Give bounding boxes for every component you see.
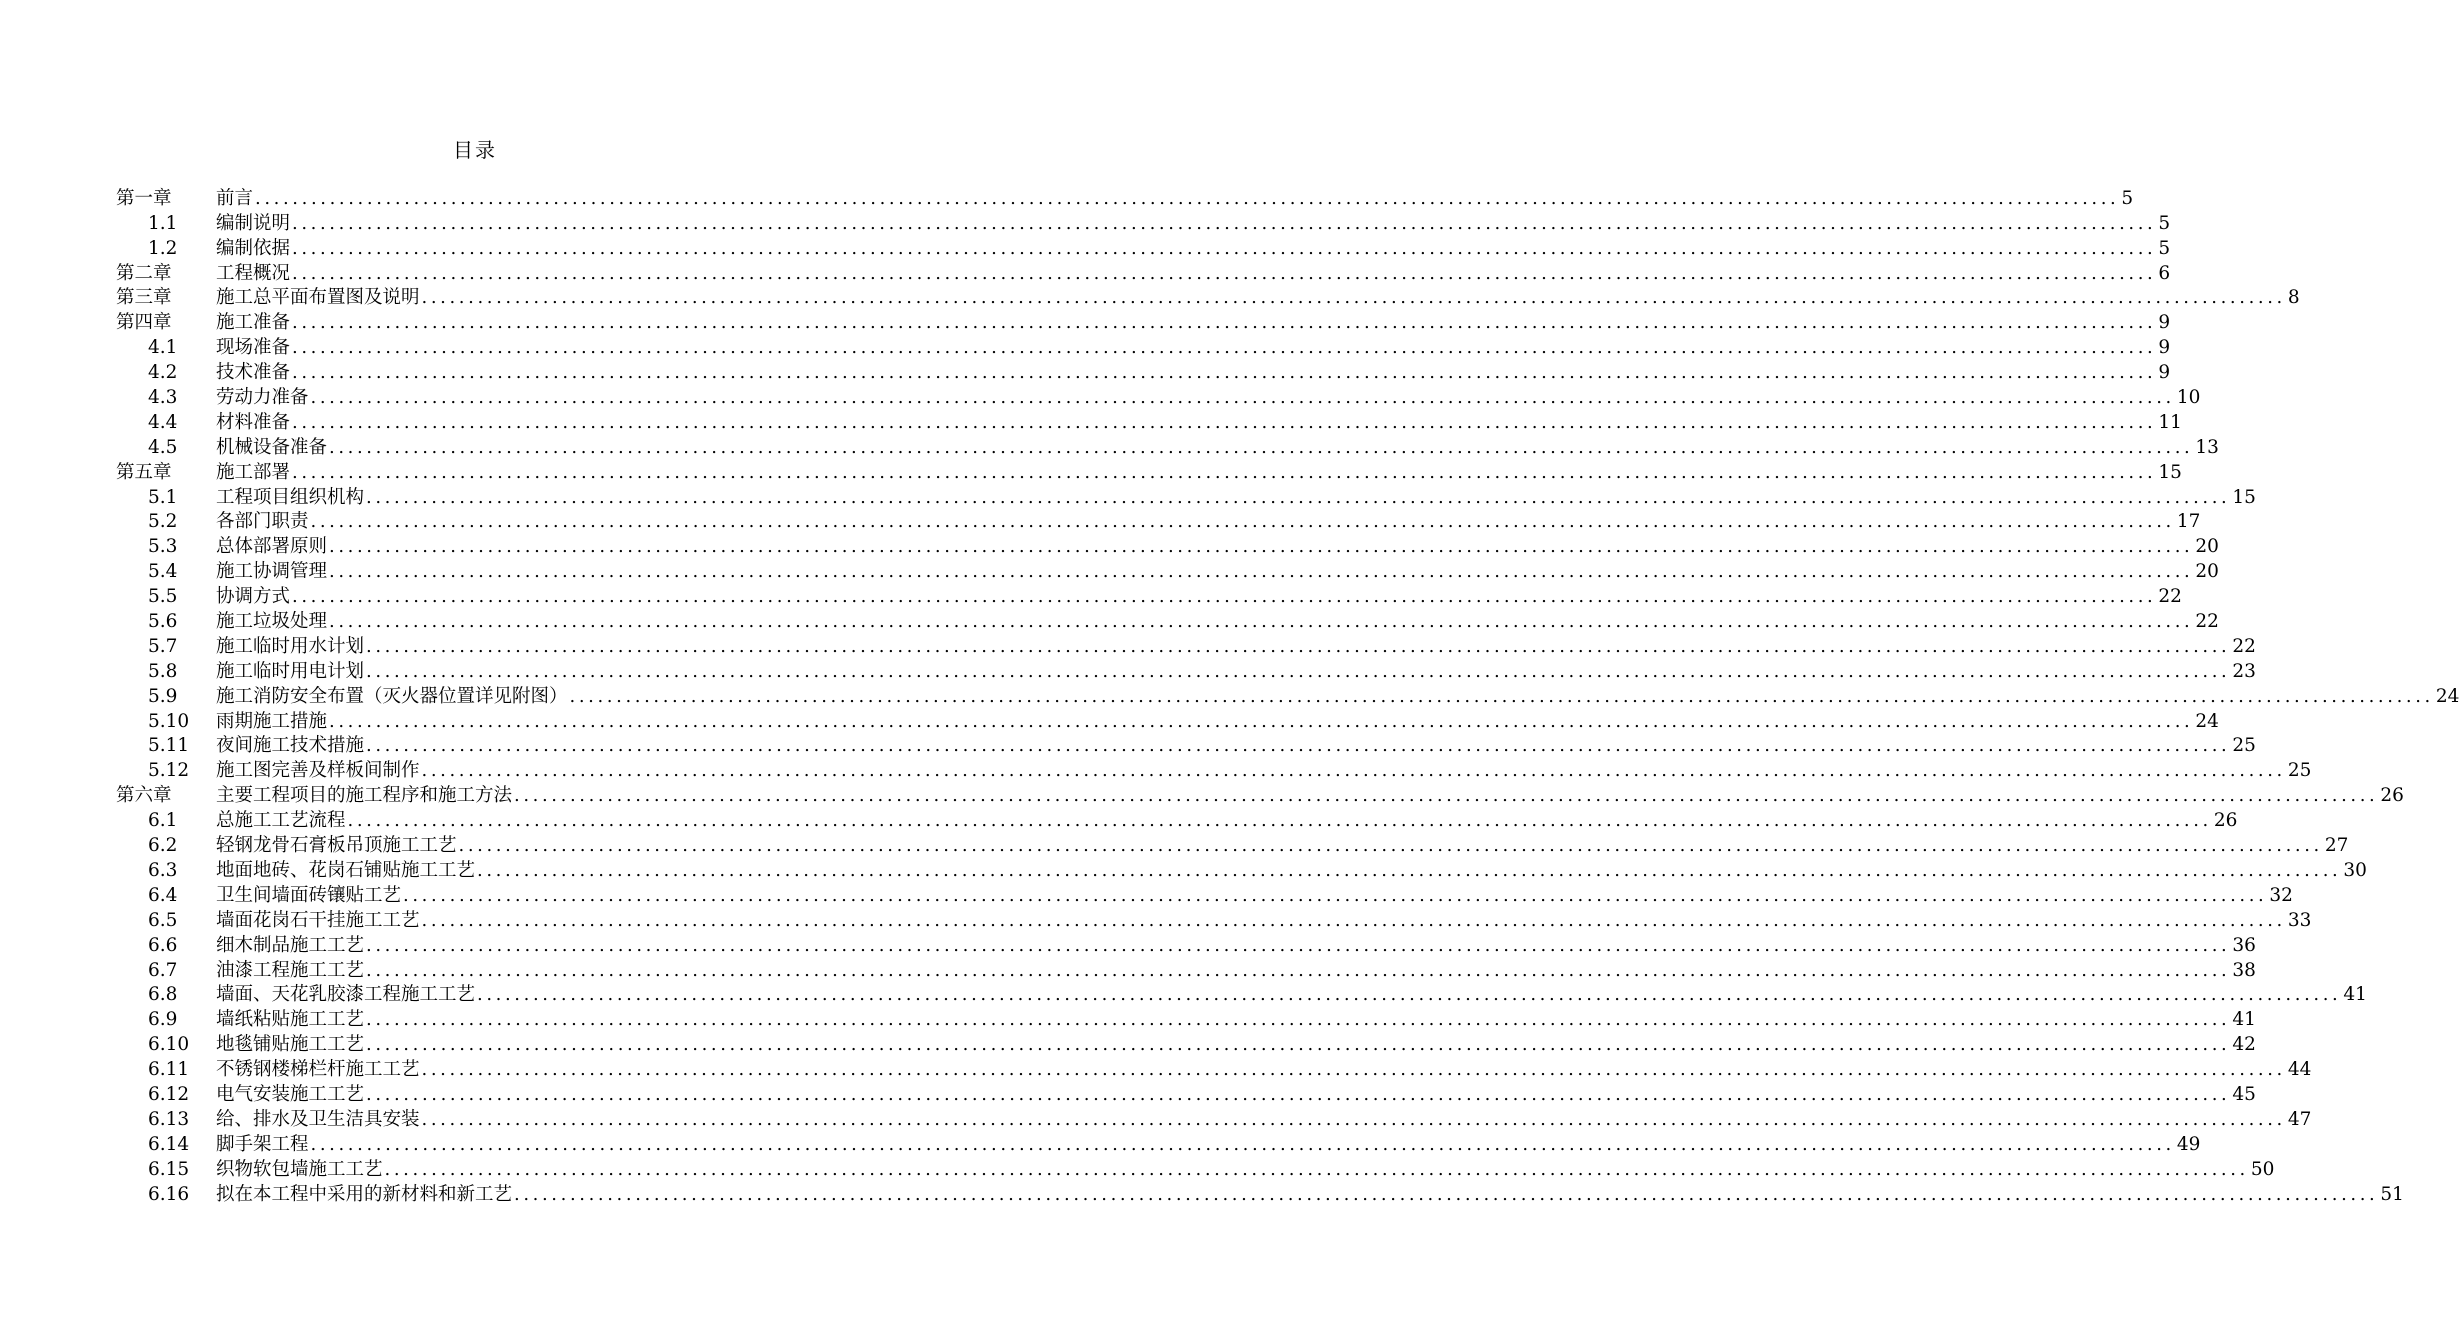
toc-dot-leader: ........................................................................................................................................................................................................: [366, 959, 2231, 981]
toc-entry[interactable]: [116, 609, 2219, 634]
toc-entry-number: 6.8: [148, 984, 178, 1006]
toc-entry[interactable]: [116, 1132, 2201, 1157]
toc-entry[interactable]: [116, 1107, 2312, 1132]
toc-entry-title: 编制依据: [216, 237, 291, 259]
toc-entry-title: 施工消防安全布置（灭火器位置详见附图）: [216, 685, 568, 707]
toc-entry-page: 6: [2158, 262, 2171, 284]
toc-entry-title: 轻钢龙骨石膏板吊顶施工工艺: [216, 835, 457, 857]
toc-entry-number: 5.3: [148, 536, 178, 558]
toc-entry-page: 41: [2232, 1009, 2256, 1031]
toc-entry-number: 5.6: [148, 611, 178, 633]
toc-dot-leader: ........................................................................................................................................................................................................: [292, 237, 2157, 259]
toc-entry[interactable]: [116, 460, 2182, 485]
toc-dot-leader: ........................................................................................................................................................................................................: [366, 1083, 2231, 1105]
toc-entry-title: 协调方式: [216, 586, 291, 608]
toc-entry-title: 现场准备: [216, 337, 291, 359]
toc-entry-number: 5.10: [148, 710, 190, 732]
toc-entry[interactable]: [116, 485, 2256, 510]
toc-entry-page: 22: [2158, 586, 2182, 608]
toc-entry[interactable]: [116, 1082, 2256, 1107]
toc-entry[interactable]: [116, 310, 2171, 335]
toc-entry-page: 51: [2380, 1183, 2404, 1205]
toc-entry-title: 织物软包墙施工工艺: [216, 1158, 383, 1180]
toc-entry-number: 6.1: [148, 810, 178, 832]
toc-entry-number: 5.11: [148, 735, 190, 757]
toc-dot-leader: ........................................................................................................................................................................................................: [310, 511, 2175, 533]
toc-entry-page: 9: [2158, 337, 2171, 359]
toc-entry[interactable]: [116, 808, 2238, 833]
toc-entry-number: 6.9: [148, 1009, 178, 1031]
toc-entry-number: 5.9: [148, 685, 178, 707]
toc-dot-leader: ........................................................................................................................................................................................................: [329, 536, 2194, 558]
toc-entry-number: 1.2: [148, 237, 178, 259]
toc-entry-page: 10: [2176, 387, 2201, 409]
toc-entry-page: 17: [2176, 511, 2201, 533]
toc-entry-page: 30: [2343, 859, 2367, 881]
toc-dot-leader: ........................................................................................................................................................................................................: [292, 212, 2157, 234]
toc-entry-page: 15: [2158, 461, 2182, 483]
toc-dot-leader: ........................................................................................................................................................................................................: [514, 1183, 2379, 1205]
toc-entry[interactable]: [116, 534, 2219, 559]
toc-entry-title: 墙纸粘贴施工工艺: [216, 1009, 365, 1031]
toc-entry[interactable]: [116, 435, 2219, 460]
toc-entry-title: 技术准备: [216, 362, 291, 384]
toc-entry-title: 施工准备: [216, 312, 291, 334]
toc-entry[interactable]: [116, 410, 2182, 435]
toc-entry[interactable]: [116, 709, 2219, 734]
toc-dot-leader: ........................................................................................................................................................................................................: [292, 262, 2157, 284]
toc-entry-title: 地毯铺贴施工工艺: [216, 1034, 365, 1056]
toc-entry-page: 45: [2232, 1083, 2256, 1105]
toc-entry-page: 33: [2287, 909, 2312, 931]
toc-entry[interactable]: [116, 684, 2459, 709]
toc-entry-page: 26: [2213, 810, 2238, 832]
toc-entry-number: 4.2: [148, 362, 178, 384]
toc-entry-number: 第二章: [116, 262, 172, 284]
toc-entry-title: 材料准备: [216, 411, 291, 433]
toc-entry-title: 地面地砖、花岗石铺贴施工工艺: [216, 859, 476, 881]
toc-entry-title: 油漆工程施工工艺: [216, 959, 365, 981]
toc-entry-number: 4.3: [148, 387, 178, 409]
toc-entry-number: 5.5: [148, 586, 178, 608]
toc-entry-number: 第六章: [116, 785, 172, 807]
toc-entry-page: 36: [2232, 934, 2256, 956]
toc-dot-leader: ........................................................................................................................................................................................................: [366, 635, 2231, 657]
toc-entry-title: 总施工工艺流程: [216, 810, 346, 832]
toc-entry[interactable]: [116, 236, 2171, 261]
toc-entry[interactable]: [116, 360, 2171, 385]
toc-entry-title: 工程概况: [216, 262, 291, 284]
toc-entry-page: 9: [2158, 362, 2171, 384]
toc-title: 目录: [453, 138, 497, 162]
toc-entry-page: 47: [2287, 1108, 2312, 1130]
toc-entry-title: 墙面花岗石干挂施工工艺: [216, 909, 420, 931]
toc-dot-leader: ........................................................................................................................................................................................................: [292, 411, 2157, 433]
toc-dot-leader: ........................................................................................................................................................................................................: [366, 486, 2231, 508]
toc-entry-number: 5.2: [148, 511, 178, 533]
toc-entry-page: 15: [2232, 486, 2256, 508]
toc-entry-page: 25: [2287, 760, 2312, 782]
toc-entry-number: 6.11: [148, 1059, 190, 1081]
toc-entry-page: 5: [2158, 237, 2171, 259]
toc-entry[interactable]: [116, 659, 2256, 684]
toc-entry-number: 6.15: [148, 1158, 190, 1180]
toc-entry[interactable]: [116, 933, 2256, 958]
toc-entry-page: 44: [2287, 1059, 2312, 1081]
toc-entry-number: 5.4: [148, 561, 178, 583]
toc-entry-title: 总体部署原则: [216, 536, 328, 558]
toc-dot-leader: ........................................................................................................................................................................................................: [366, 1034, 2231, 1056]
toc-dot-leader: ........................................................................................................................................................................................................: [292, 337, 2157, 359]
toc-dot-leader: ........................................................................................................................................................................................................: [514, 785, 2379, 807]
toc-entry-title: 施工部署: [216, 461, 291, 483]
toc-entry-page: 20: [2195, 536, 2219, 558]
toc-dot-leader: ........................................................................................................................................................................................................: [421, 760, 2286, 782]
toc-entry-title: 夜间施工技术措施: [216, 735, 365, 757]
toc-dot-leader: ........................................................................................................................................................................................................: [292, 461, 2157, 483]
toc-entry-number: 6.7: [148, 959, 178, 981]
toc-dot-leader: ........................................................................................................................................................................................................: [292, 586, 2157, 608]
toc-dot-leader: ........................................................................................................................................................................................................: [255, 187, 2120, 209]
toc-dot-leader: ........................................................................................................................................................................................................: [569, 685, 2434, 707]
toc-entry-title: 工程项目组织机构: [216, 486, 365, 508]
toc-entry-page: 5: [2121, 187, 2134, 209]
toc-entry-page: 5: [2158, 212, 2171, 234]
toc-entry[interactable]: [116, 211, 2171, 236]
toc-entry-page: 20: [2195, 561, 2219, 583]
toc-entry[interactable]: [116, 734, 2256, 759]
toc-entry-page: 41: [2343, 984, 2367, 1006]
toc-entry-title: 各部门职责: [216, 511, 309, 533]
toc-entry-number: 4.5: [148, 436, 178, 458]
toc-dot-leader: ........................................................................................................................................................................................................: [292, 362, 2157, 384]
toc-dot-leader: ........................................................................................................................................................................................................: [366, 660, 2231, 682]
toc-entry[interactable]: [116, 286, 2300, 311]
toc-entry-title: 施工协调管理: [216, 561, 328, 583]
toc-entry[interactable]: [116, 1182, 2404, 1207]
toc-entry-title: 脚手架工程: [216, 1133, 309, 1155]
toc-entry-page: 24: [2195, 710, 2219, 732]
toc-entry-page: 8: [2287, 287, 2300, 309]
toc-entry-number: 5.1: [148, 486, 178, 508]
toc-entry-title: 不锈钢楼梯栏杆施工工艺: [216, 1059, 420, 1081]
toc-entry[interactable]: [116, 958, 2256, 983]
toc-entry[interactable]: [116, 335, 2171, 360]
toc-entry[interactable]: [116, 833, 2349, 858]
toc-dot-leader: ........................................................................................................................................................................................................: [458, 835, 2323, 857]
toc-entry-title: 墙面、天花乳胶漆工程施工工艺: [216, 984, 476, 1006]
toc-dot-leader: ........................................................................................................................................................................................................: [329, 436, 2194, 458]
toc-entry[interactable]: [116, 584, 2182, 609]
toc-entry-number: 6.12: [148, 1083, 190, 1105]
toc-entry[interactable]: [116, 559, 2219, 584]
toc-entry[interactable]: [116, 634, 2256, 659]
toc-dot-leader: ........................................................................................................................................................................................................: [421, 1059, 2286, 1081]
toc-entry-title: 施工临时用电计划: [216, 660, 365, 682]
toc-entry[interactable]: [116, 783, 2404, 808]
toc-entry-title: 细木制品施工工艺: [216, 934, 365, 956]
toc-entry-title: 施工临时用水计划: [216, 635, 365, 657]
toc-entry-title: 施工图完善及样板间制作: [216, 760, 420, 782]
toc-entry-title: 施工垃圾处理: [216, 611, 328, 633]
toc-entry-page: 49: [2176, 1133, 2201, 1155]
toc-dot-leader: ........................................................................................................................................................................................................: [292, 312, 2157, 334]
toc-entry-title: 电气安装施工工艺: [216, 1083, 365, 1105]
toc-dot-leader: ........................................................................................................................................................................................................: [366, 735, 2231, 757]
toc-entry-number: 第四章: [116, 312, 172, 334]
toc-entry-title: 拟在本工程中采用的新材料和新工艺: [216, 1183, 513, 1205]
toc-entry[interactable]: [116, 510, 2201, 535]
toc-entry[interactable]: [116, 908, 2312, 933]
toc-entry-number: 4.1: [148, 337, 178, 359]
toc-entry-page: 26: [2380, 785, 2404, 807]
toc-entry-title: 劳动力准备: [216, 387, 309, 409]
toc-entry-page: 11: [2158, 411, 2182, 433]
toc-dot-leader: ........................................................................................................................................................................................................: [366, 934, 2231, 956]
toc-dot-leader: ........................................................................................................................................................................................................: [384, 1158, 2249, 1180]
toc-dot-leader: ........................................................................................................................................................................................................: [329, 611, 2194, 633]
toc-entry-number: 6.4: [148, 884, 178, 906]
toc-entry-page: 22: [2195, 611, 2219, 633]
toc-entry-number: 第一章: [116, 187, 172, 209]
toc-list: [116, 186, 2459, 1207]
toc-entry-title: 编制说明: [216, 212, 291, 234]
toc-entry[interactable]: [116, 1032, 2256, 1057]
toc-entry-page: 9: [2158, 312, 2171, 334]
toc-entry-page: 38: [2232, 959, 2256, 981]
toc-entry[interactable]: [116, 983, 2367, 1008]
toc-entry[interactable]: [116, 758, 2312, 783]
toc-entry-number: 6.10: [148, 1034, 190, 1056]
toc-entry-title: 主要工程项目的施工程序和施工方法: [216, 785, 513, 807]
toc-entry-number: 6.16: [148, 1183, 190, 1205]
toc-entry[interactable]: [116, 1007, 2256, 1032]
toc-entry[interactable]: [116, 261, 2171, 286]
toc-dot-leader: ........................................................................................................................................................................................................: [310, 1133, 2175, 1155]
toc-entry-title: 雨期施工措施: [216, 710, 328, 732]
toc-entry-number: 6.6: [148, 934, 178, 956]
toc-dot-leader: ........................................................................................................................................................................................................: [347, 810, 2212, 832]
toc-entry-page: 23: [2232, 660, 2256, 682]
toc-entry-number: 6.13: [148, 1108, 190, 1130]
toc-entry-number: 5.12: [148, 760, 190, 782]
toc-entry-number: 5.8: [148, 660, 178, 682]
toc-entry-page: 27: [2324, 835, 2349, 857]
toc-entry-number: 第五章: [116, 461, 172, 483]
toc-dot-leader: ........................................................................................................................................................................................................: [421, 909, 2286, 931]
toc-entry-number: 6.2: [148, 835, 178, 857]
toc-dot-leader: ........................................................................................................................................................................................................: [329, 561, 2194, 583]
toc-dot-leader: ........................................................................................................................................................................................................: [421, 1108, 2286, 1130]
toc-entry[interactable]: [116, 1057, 2312, 1082]
toc-entry-number: 6.3: [148, 859, 178, 881]
toc-entry-page: 32: [2269, 884, 2293, 906]
toc-dot-leader: ........................................................................................................................................................................................................: [310, 387, 2175, 409]
toc-dot-leader: ........................................................................................................................................................................................................: [421, 287, 2286, 309]
toc-entry-page: 42: [2232, 1034, 2256, 1056]
toc-dot-leader: ........................................................................................................................................................................................................: [477, 859, 2342, 881]
toc-entry-page: 22: [2232, 635, 2256, 657]
toc-entry-number: 5.7: [148, 635, 178, 657]
toc-dot-leader: ........................................................................................................................................................................................................: [403, 884, 2268, 906]
toc-entry-page: 50: [2250, 1158, 2275, 1180]
toc-entry[interactable]: [116, 385, 2201, 410]
toc-entry-title: 卫生间墙面砖镶贴工艺: [216, 884, 402, 906]
toc-entry-number: 1.1: [148, 212, 178, 234]
toc-entry-title: 给、排水及卫生洁具安装: [216, 1108, 420, 1130]
toc-entry-page: 13: [2195, 436, 2219, 458]
toc-entry-title: 施工总平面布置图及说明: [216, 287, 420, 309]
toc-dot-leader: ........................................................................................................................................................................................................: [477, 984, 2342, 1006]
toc-entry[interactable]: [116, 883, 2293, 908]
toc-entry[interactable]: [116, 1157, 2275, 1182]
toc-entry-title: 机械设备准备: [216, 436, 328, 458]
toc-entry-number: 6.14: [148, 1133, 190, 1155]
toc-entry-page: 24: [2435, 685, 2459, 707]
toc-entry[interactable]: [116, 858, 2367, 883]
toc-dot-leader: ........................................................................................................................................................................................................: [366, 1009, 2231, 1031]
toc-entry-page: 25: [2232, 735, 2256, 757]
toc-entry-number: 6.5: [148, 909, 178, 931]
toc-entry-number: 4.4: [148, 411, 178, 433]
toc-entry-title: 前言: [216, 187, 254, 209]
toc-entry[interactable]: [116, 186, 2134, 211]
toc-dot-leader: ........................................................................................................................................................................................................: [329, 710, 2194, 732]
toc-entry-number: 第三章: [116, 287, 172, 309]
